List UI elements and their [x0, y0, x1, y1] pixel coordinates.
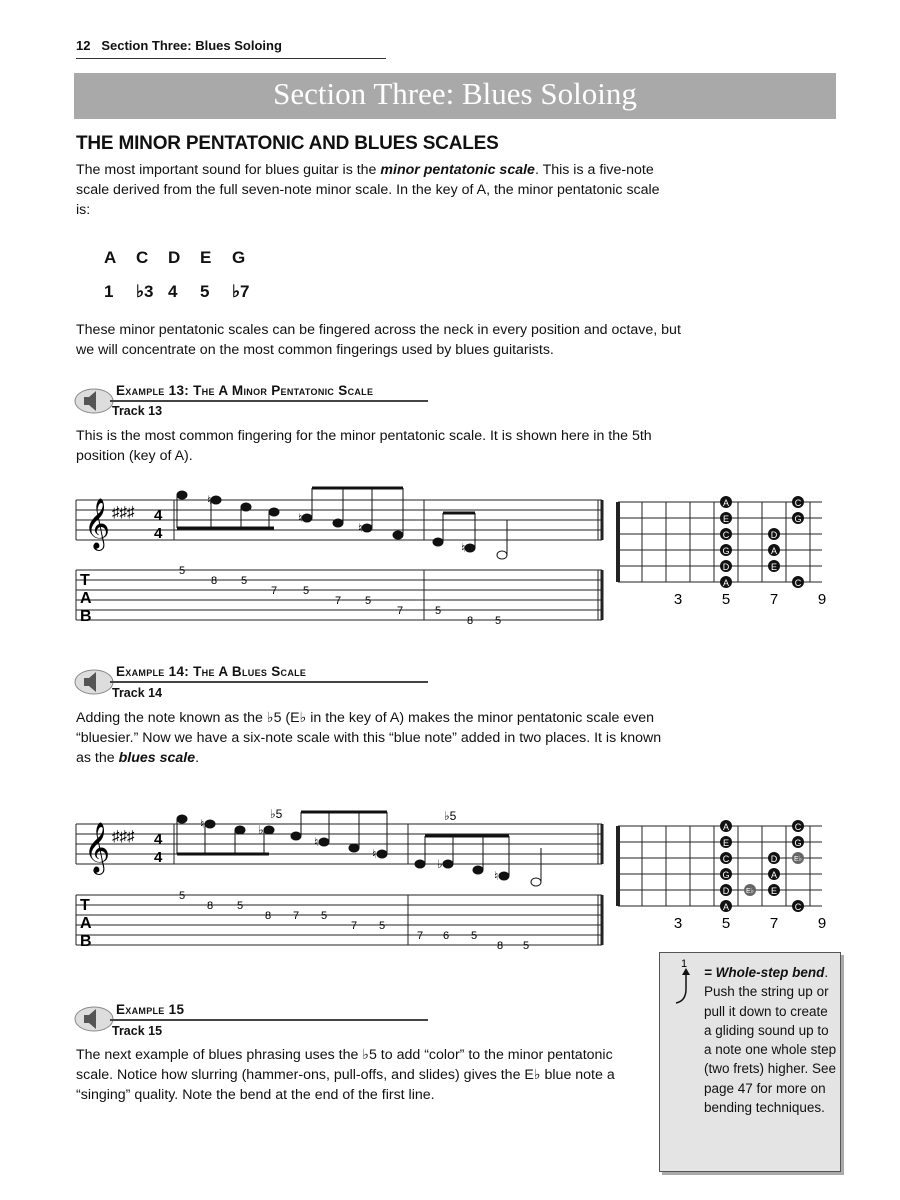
scale-note: A	[104, 248, 117, 267]
example-13-rule	[110, 400, 428, 402]
fret-number: 7	[769, 591, 779, 608]
example-14-emphasis: blues scale	[118, 750, 196, 766]
page-number: 12	[76, 38, 91, 53]
tab-number: 8	[264, 910, 272, 922]
page-heading: THE MINOR PENTATONIC AND BLUES SCALES	[76, 133, 499, 154]
tab-number: 8	[466, 615, 474, 627]
tab-letter-a: A	[80, 590, 92, 607]
svg-text:4: 4	[154, 507, 163, 524]
example-13-text: This is the most common fingering for the minor pentatonic scale. It is shown here in the 5th position (key of A).	[76, 428, 652, 464]
bend-info-text	[704, 963, 838, 1117]
treble-clef-icon: 𝄞	[84, 498, 111, 549]
tab-number: 5	[364, 595, 372, 607]
fret-dot: D	[722, 886, 730, 896]
tab-letter-t: T	[80, 572, 90, 589]
example-14-fretboard-diagram	[612, 816, 838, 936]
example-13-notation	[74, 480, 606, 630]
scale-degree: 1	[104, 282, 114, 301]
example-15-track: Track 15	[112, 1024, 163, 1038]
scale-degrees-row	[104, 282, 264, 302]
scale-degree: 4	[168, 282, 178, 301]
tab-number: 8	[206, 900, 214, 912]
fret-dot: G	[794, 514, 802, 524]
example-13-fretboard-diagram	[612, 492, 838, 612]
tab-letter-b: B	[80, 608, 92, 625]
tab-number: 7	[292, 910, 300, 922]
tab-number: 5	[240, 575, 248, 587]
fret-dot: A	[722, 578, 730, 588]
bend-arrow-icon	[672, 955, 702, 1007]
example-14-text-1: Adding the note known as the ♭5 (E♭ in the key of A) makes the minor pentatonic scale even “bluesier.” Now we have a six-note scale with this “blue note” added in two places. It is known as the	[76, 710, 662, 766]
fret-dot: D	[770, 530, 778, 540]
tab-number: 5	[470, 930, 478, 942]
svg-text:♮: ♮	[461, 541, 466, 555]
fret-dot: C	[794, 498, 802, 508]
fret-dot: A	[770, 546, 778, 556]
tab-number: 7	[416, 930, 424, 942]
scale-degree: ♭3	[136, 282, 154, 301]
fret-dot: C	[722, 530, 730, 540]
fret-dot: D	[722, 562, 730, 572]
scale-degree: ♭7	[232, 282, 250, 301]
intro-paragraph	[76, 160, 676, 220]
example-15-title: Example 15	[116, 1002, 185, 1017]
scale-degree: 5	[200, 282, 210, 301]
speaker-icon	[74, 665, 114, 695]
intro-text-1: The most important sound for blues guitar is the	[76, 162, 381, 178]
fret-dot: A	[722, 902, 730, 912]
fret-dot: A	[722, 498, 730, 508]
fret-dot: C	[794, 902, 802, 912]
scale-note: G	[232, 248, 246, 267]
example-15-rule	[110, 1019, 428, 1021]
fret-dot: G	[722, 546, 730, 556]
fret-dot: E	[770, 562, 778, 572]
example-14-notation	[74, 800, 606, 955]
fret-dot: C	[794, 822, 802, 832]
fret-number: 5	[721, 915, 731, 932]
tab-letter-b: B	[80, 933, 92, 950]
scale-note: C	[136, 248, 149, 267]
tab-number: 5	[378, 920, 386, 932]
intro-emphasis: minor pentatonic scale	[380, 162, 535, 178]
bend-title: = Whole-step bend	[704, 965, 825, 980]
example-14-text	[76, 708, 676, 768]
svg-text:♮: ♮	[200, 817, 205, 831]
example-14-track: Track 14	[112, 686, 163, 700]
svg-text:♮: ♮	[314, 835, 319, 849]
tab-letter-t: T	[80, 897, 90, 914]
tab-number: 5	[178, 890, 186, 902]
tab-number: 6	[442, 930, 450, 942]
example-14-rule	[110, 681, 428, 683]
example-14-title: Example 14: The A Blues Scale	[116, 664, 307, 679]
tab-number: 5	[434, 605, 442, 617]
key-signature-icon: ♯♯♯	[112, 504, 135, 521]
svg-text:♮: ♮	[358, 521, 363, 535]
example-13-track: Track 13	[112, 404, 163, 418]
svg-text:♮: ♮	[298, 511, 303, 525]
fret-number: 3	[673, 591, 683, 608]
svg-text:♮: ♮	[372, 847, 377, 861]
tab-number: 7	[334, 595, 342, 607]
tab-number: 7	[270, 585, 278, 597]
fret-dot: C	[722, 854, 730, 864]
svg-text:4: 4	[154, 525, 163, 542]
tab-number: 8	[210, 575, 218, 587]
fret-dot-blue-note: E♭	[746, 888, 754, 895]
tab-number: 7	[350, 920, 358, 932]
fret-dot: A	[722, 822, 730, 832]
tab-number: 5	[320, 910, 328, 922]
tab-number: 8	[496, 940, 504, 952]
svg-text:♭: ♭	[437, 857, 443, 871]
fret-dot: G	[722, 870, 730, 880]
svg-text:♭: ♭	[258, 823, 264, 837]
fret-number: 7	[769, 915, 779, 932]
intro-text-2: . This is a five-note scale derived from the full seven-note minor scale. In the key of A, the minor pentatonic scale is:	[76, 162, 660, 218]
fret-dot: D	[770, 854, 778, 864]
running-head-title: Section Three: Blues Soloing	[101, 38, 282, 53]
fret-dot: C	[794, 578, 802, 588]
svg-text:4: 4	[154, 849, 163, 866]
fret-number: 9	[817, 591, 827, 608]
flat5-label: ♭5	[444, 809, 457, 823]
tab-letter-a: A	[80, 915, 92, 932]
flat5-label: ♭5	[270, 807, 283, 821]
scale-note: E	[200, 248, 212, 267]
example-13-title: Example 13: The A Minor Pentatonic Scale	[116, 383, 374, 398]
scale-notes-row	[104, 248, 264, 268]
fret-number: 3	[673, 915, 683, 932]
tab-number: 5	[236, 900, 244, 912]
fret-dot-blue-note: E♭	[794, 856, 802, 863]
svg-text:4: 4	[154, 831, 163, 848]
example-14-text-2: .	[195, 750, 200, 766]
section-banner-title: Section Three: Blues Soloing	[273, 76, 637, 111]
treble-clef-icon: 𝄞	[84, 822, 111, 873]
speaker-icon	[74, 1002, 114, 1032]
key-signature-icon: ♯♯♯	[112, 828, 135, 845]
bend-number: 1	[681, 958, 688, 970]
tab-number: 5	[522, 940, 530, 952]
fret-dot: A	[770, 870, 778, 880]
tab-number: 5	[302, 585, 310, 597]
scale-note: D	[168, 248, 181, 267]
fret-number: 9	[817, 915, 827, 932]
example-15-text: The next example of blues phrasing uses the ♭5 to add “color” to the minor pentatonic scale. Notice how slurring (hammer-ons, pull-offs, and slides) gives the E♭ blue note a “singing” quality. Note the bend at the end of the first line.	[76, 1047, 615, 1103]
speaker-icon	[74, 384, 114, 414]
tab-number: 5	[494, 615, 502, 627]
bend-title-end: .	[824, 965, 829, 980]
fret-dot: E	[722, 514, 730, 524]
fret-dot: E	[722, 838, 730, 848]
fret-dot: G	[794, 838, 802, 848]
tab-number: 5	[178, 565, 186, 577]
fret-dot: E	[770, 886, 778, 896]
svg-text:♮: ♮	[494, 869, 499, 883]
running-head-rule	[76, 58, 386, 59]
running-head	[76, 38, 282, 53]
tab-number: 7	[396, 605, 404, 617]
svg-text:♮: ♮	[207, 493, 212, 507]
bend-description: Push the string up or pull it down to create a gliding sound up to a note one whole step (two frets) higher. See page 47 for more on bending techniques.	[704, 984, 837, 1116]
paragraph-fingerings: These minor pentatonic scales can be fingered across the neck in every position and octave, but we will concentrate on the most common fingerings used by blues guitarists.	[76, 322, 681, 358]
fret-number: 5	[721, 591, 731, 608]
